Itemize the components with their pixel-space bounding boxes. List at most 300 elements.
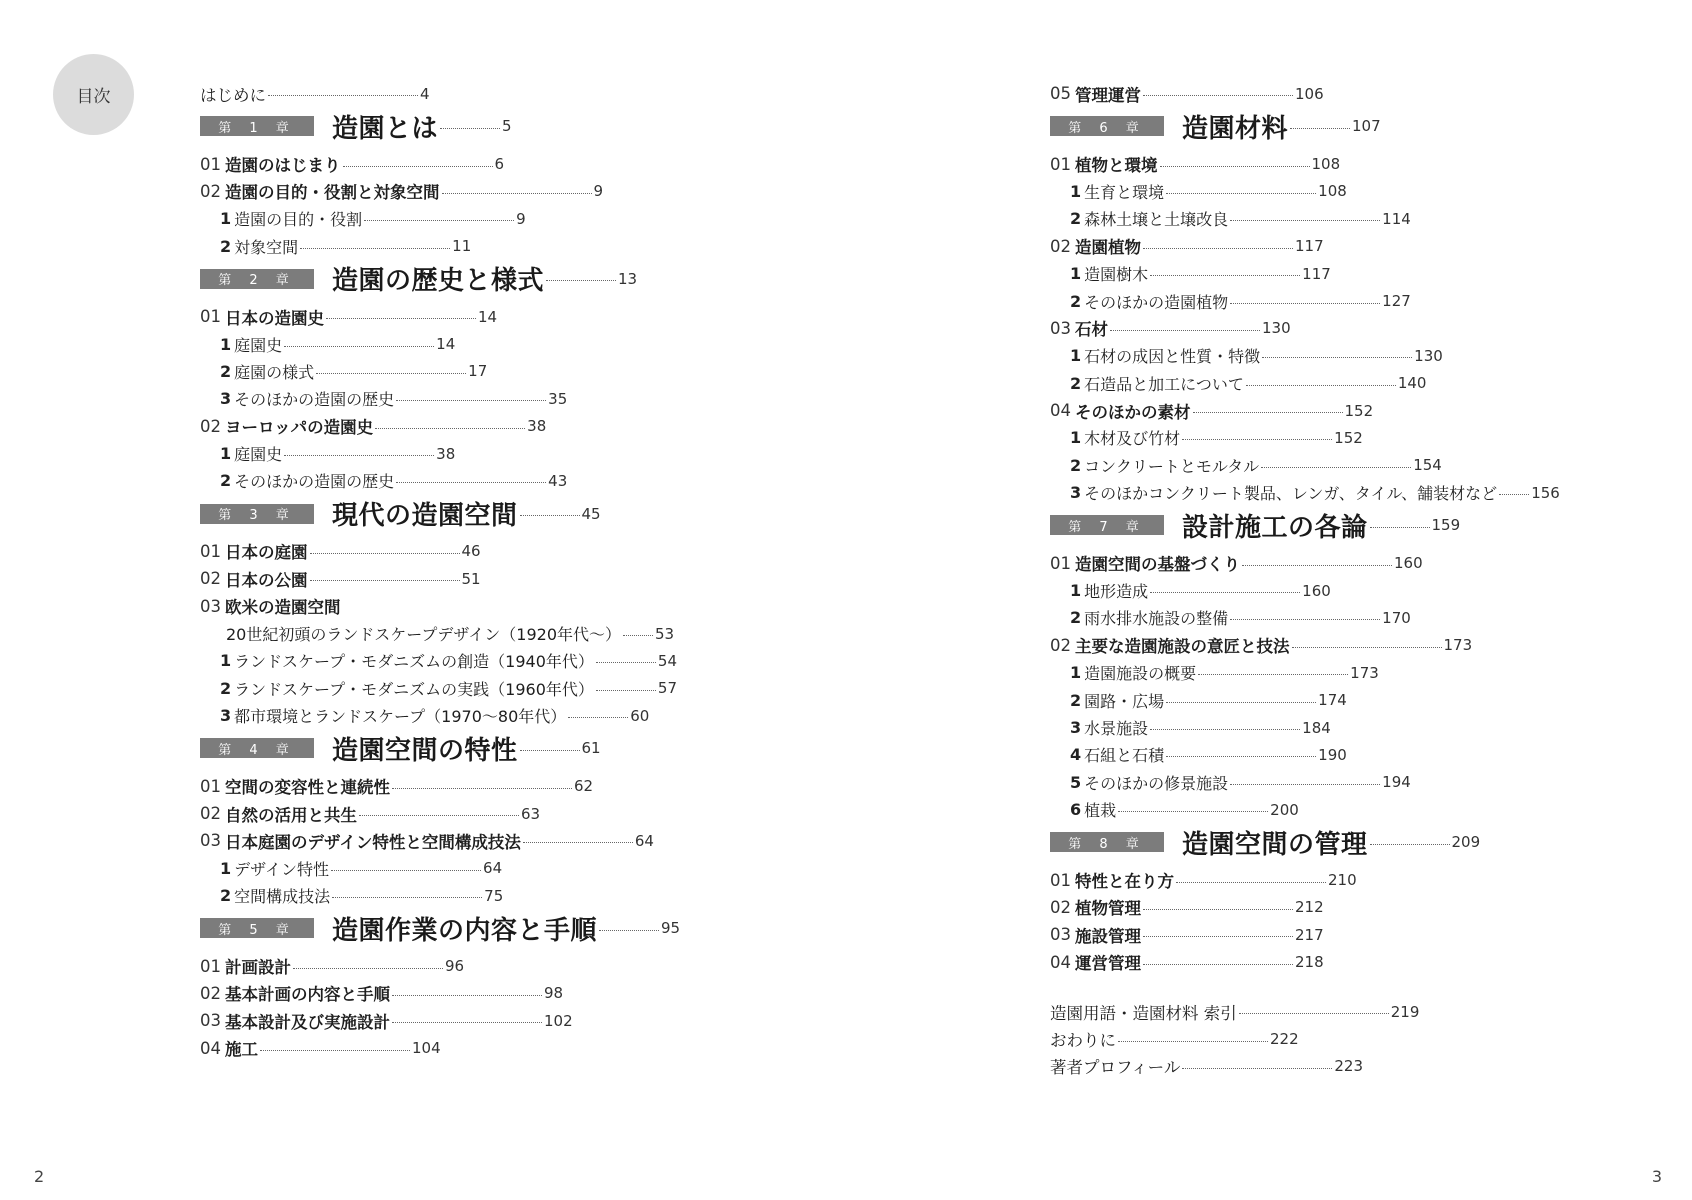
- chapter-heading[interactable]: [200, 909, 680, 947]
- toc-section[interactable]: [200, 980, 680, 1007]
- page-ref: 14: [436, 335, 456, 354]
- entry-title: そのほかの造園の歴史: [234, 472, 395, 492]
- entry-number: 1: [220, 858, 232, 878]
- entry-number: 02: [200, 181, 221, 201]
- dot-leader: [332, 897, 482, 898]
- entry-number: 2: [220, 236, 232, 256]
- dot-leader: [343, 166, 493, 167]
- toc-section[interactable]: [1050, 949, 1560, 976]
- entry-number: 2: [1070, 455, 1082, 475]
- toc-section[interactable]: [1050, 233, 1560, 260]
- toc-subsection[interactable]: [1050, 577, 1560, 604]
- entry-title: 造園施設の概要: [1084, 664, 1197, 684]
- entry-title: 庭園史: [234, 335, 283, 355]
- toc-section[interactable]: [200, 303, 680, 330]
- dot-leader: [316, 373, 466, 374]
- toc-subsection[interactable]: [200, 440, 680, 467]
- page-ref: 6: [494, 155, 505, 174]
- toc-section[interactable]: [200, 827, 680, 854]
- page-ref: 106: [1295, 84, 1324, 103]
- page-ref: 9: [593, 182, 604, 201]
- toc-entry[interactable]: [1050, 1053, 1560, 1080]
- dot-leader: [1370, 527, 1430, 528]
- entry-title: 造園樹木: [1084, 265, 1149, 285]
- dot-leader: [1499, 494, 1529, 495]
- entry-title: 造園材料: [1182, 113, 1289, 144]
- entry-title: 植物管理: [1075, 899, 1141, 919]
- entry-number: 1: [220, 209, 232, 229]
- page-ref: 117: [1302, 264, 1331, 283]
- entry-title: コンクリートとモルタル: [1084, 456, 1260, 476]
- dot-leader: [1262, 357, 1412, 358]
- entry-title: そのほかの素材: [1075, 402, 1191, 422]
- page-number-right: 3: [1651, 1167, 1662, 1186]
- entry-number: 01: [200, 154, 221, 174]
- dot-leader: [293, 968, 443, 969]
- dot-leader: [1110, 330, 1260, 331]
- chapter-heading[interactable]: [1050, 107, 1560, 145]
- chapter-label: 第 5 章: [200, 918, 314, 938]
- entry-number: 04: [1050, 401, 1071, 421]
- dot-leader: [520, 515, 580, 516]
- entry-number: 1: [1070, 428, 1082, 448]
- page-ref: 173: [1443, 636, 1473, 655]
- dot-leader: [1150, 275, 1300, 276]
- entry-title: 生育と環境: [1084, 182, 1165, 202]
- entry-number: 03: [200, 831, 221, 851]
- entry-number: 03: [1050, 925, 1071, 945]
- toc-section[interactable]: [200, 565, 680, 592]
- toc-subsection[interactable]: [1050, 205, 1560, 232]
- page-ref: 170: [1382, 608, 1411, 627]
- page-ref: 11: [452, 237, 472, 256]
- entry-title: 木材及び竹材: [1084, 429, 1181, 449]
- toc-section[interactable]: [1050, 150, 1560, 177]
- entry-title: 石材の成因と性質・特徴: [1084, 347, 1261, 367]
- toc-section[interactable]: [1050, 894, 1560, 921]
- entry-number: 02: [200, 416, 221, 436]
- toc-subsection[interactable]: [200, 205, 680, 232]
- entry-number: 2: [1070, 209, 1082, 229]
- dot-leader: [1143, 909, 1293, 910]
- entry-title: 設計施工の各論: [1182, 512, 1368, 543]
- dot-leader: [1143, 964, 1293, 965]
- page-number-left: 2: [34, 1167, 45, 1186]
- toc-entry[interactable]: [1050, 1025, 1560, 1052]
- page-ref: 43: [548, 471, 568, 490]
- dot-leader: [300, 248, 450, 249]
- entry-title: 管理運営: [1075, 85, 1141, 105]
- entry-title: 日本の庭園: [225, 543, 308, 563]
- entry-title: ランドスケープ・モダニズムの実践（1960年代）: [234, 679, 594, 699]
- toc-section[interactable]: [1050, 397, 1560, 424]
- entry-number: 01: [200, 776, 221, 796]
- entry-title: 石組と石積: [1084, 746, 1165, 766]
- toc-subsection[interactable]: [200, 233, 680, 260]
- dot-leader: [1143, 95, 1293, 96]
- entry-number: 03: [200, 1011, 221, 1031]
- entry-number: 02: [1050, 635, 1071, 655]
- entry-title: 日本の公園: [225, 570, 308, 590]
- dot-leader: [331, 870, 481, 871]
- dot-leader: [1182, 1068, 1332, 1069]
- entry-number: 2: [220, 471, 232, 491]
- page-ref: 53: [655, 624, 675, 643]
- toc-subsection[interactable]: [200, 647, 680, 674]
- dot-leader: [392, 788, 572, 789]
- toc-subsection[interactable]: [1050, 741, 1560, 768]
- chapter-label: 第 1 章: [200, 116, 314, 136]
- dot-leader: [523, 842, 633, 843]
- page-ref: 218: [1295, 953, 1324, 972]
- dot-leader: [596, 690, 656, 691]
- entry-number: 2: [220, 886, 232, 906]
- entry-title: そのほかの修景施設: [1084, 773, 1229, 793]
- toc-section[interactable]: [1050, 315, 1560, 342]
- toc-subsection[interactable]: [1050, 714, 1560, 741]
- toc-section[interactable]: [200, 952, 680, 979]
- entry-title: 運営管理: [1075, 954, 1141, 974]
- dot-leader: [310, 553, 460, 554]
- toc-subsection[interactable]: [200, 385, 680, 412]
- entry-title: おわりに: [1050, 1031, 1116, 1051]
- entry-number: 5: [1070, 772, 1082, 792]
- toc-column-right: [1050, 80, 1560, 1080]
- page-ref: 14: [478, 307, 498, 326]
- entry-title: 水景施設: [1084, 719, 1149, 738]
- toc-subsection[interactable]: [1050, 659, 1560, 686]
- dot-leader: [1166, 193, 1316, 194]
- page-ref: 35: [548, 389, 568, 408]
- entry-title: 造園空間の管理: [1182, 829, 1368, 860]
- dot-leader: [1230, 303, 1380, 304]
- toc-subsection[interactable]: [1050, 342, 1560, 369]
- dot-leader: [1166, 702, 1316, 703]
- dot-leader: [396, 482, 546, 483]
- entry-title: 造園の目的・役割: [234, 210, 363, 230]
- page-ref: 130: [1262, 319, 1291, 338]
- entry-title: 空間の変容性と連続性: [225, 778, 390, 798]
- dot-leader: [1118, 811, 1268, 812]
- chapter-heading[interactable]: [1050, 506, 1560, 544]
- dot-leader: [1230, 784, 1380, 785]
- page-ref: 190: [1318, 745, 1347, 764]
- entry-title: 造園の目的・役割と対象空間: [225, 183, 440, 203]
- entry-number: 02: [1050, 236, 1071, 256]
- page-ref: 61: [581, 739, 601, 758]
- toc-subsection[interactable]: [1050, 769, 1560, 796]
- entry-number: 3: [220, 706, 232, 726]
- entry-number: 01: [200, 541, 221, 561]
- dot-leader: [1143, 248, 1293, 249]
- entry-title: 造園植物: [1075, 238, 1141, 258]
- entry-title: 造園用語・造園材料 索引: [1050, 1003, 1237, 1023]
- page-ref: 13: [618, 269, 638, 288]
- page-ref: 98: [544, 984, 564, 1003]
- toc-subsection[interactable]: [200, 675, 680, 702]
- page-ref: 209: [1451, 833, 1481, 852]
- dot-leader: [1230, 220, 1380, 221]
- toc-section[interactable]: [200, 800, 680, 827]
- dot-leader: [268, 95, 418, 96]
- dot-leader: [623, 635, 653, 636]
- page-ref: 51: [461, 569, 481, 588]
- page-ref: 64: [483, 859, 503, 878]
- dot-leader: [392, 1022, 542, 1023]
- toc-subsection[interactable]: [1050, 260, 1560, 287]
- toc-subsection[interactable]: [200, 358, 680, 385]
- entry-title: そのほかコンクリート製品、レンガ、タイル、舗装材など: [1084, 484, 1498, 504]
- dot-leader: [260, 1050, 410, 1051]
- chapter-heading[interactable]: [200, 729, 680, 767]
- page-ref: 63: [521, 804, 541, 823]
- entry-title: 石材: [1075, 320, 1108, 340]
- dot-leader: [1193, 412, 1343, 413]
- dot-leader: [1230, 619, 1380, 620]
- page-ref: 38: [527, 417, 547, 436]
- page-ref: 160: [1394, 554, 1423, 573]
- entry-title: ヨーロッパの造園史: [225, 418, 374, 438]
- entry-title: はじめに: [200, 85, 266, 105]
- page-ref: 45: [581, 504, 601, 523]
- page-ref: 174: [1318, 691, 1347, 710]
- page-ref: 4: [420, 84, 430, 103]
- entry-title: 自然の活用と共生: [225, 805, 357, 825]
- entry-number: 01: [200, 956, 221, 976]
- entry-number: 1: [1070, 663, 1082, 683]
- toc-section[interactable]: [200, 150, 680, 177]
- entry-number: 03: [200, 596, 221, 616]
- page-ref: 219: [1390, 1002, 1420, 1021]
- toc-badge: 目次: [53, 54, 134, 135]
- dot-leader: [1118, 1041, 1268, 1042]
- dot-leader: [284, 346, 434, 347]
- page-ref: 222: [1270, 1030, 1299, 1049]
- entry-number: 01: [1050, 553, 1071, 573]
- dot-leader: [392, 995, 542, 996]
- entry-title: 20世紀初頭のランドスケープデザイン（1920年代～）: [226, 625, 621, 645]
- entry-number: 3: [1070, 483, 1082, 503]
- chapter-label: 第 8 章: [1050, 832, 1164, 852]
- page-ref: 54: [657, 651, 677, 670]
- dot-leader: [359, 815, 519, 816]
- toc-subsection[interactable]: [1050, 796, 1560, 823]
- entry-number: 1: [220, 334, 232, 354]
- toc-section[interactable]: [1050, 921, 1560, 948]
- dot-leader: [326, 318, 476, 319]
- entry-title: 造園作業の内容と手順: [332, 915, 598, 946]
- entry-title: ランドスケープ・モダニズムの創造（1940年代）: [234, 652, 594, 672]
- entry-title: 地形造成: [1084, 582, 1149, 602]
- page-ref: 95: [661, 919, 681, 938]
- page-ref: 217: [1295, 925, 1324, 944]
- entry-title: 基本設計及び実施設計: [225, 1012, 390, 1032]
- page-ref: 117: [1295, 237, 1324, 256]
- dot-leader: [1261, 467, 1411, 468]
- entry-number: 04: [200, 1038, 221, 1058]
- toc-section[interactable]: [200, 538, 680, 565]
- entry-number: 02: [200, 804, 221, 823]
- page-ref: 223: [1334, 1057, 1363, 1076]
- page-ref: 212: [1295, 898, 1324, 917]
- toc-subsection[interactable]: [200, 855, 680, 882]
- entry-number: 3: [220, 389, 232, 409]
- toc-section[interactable]: [200, 592, 680, 619]
- toc-section[interactable]: [200, 1007, 680, 1034]
- entry-number: 02: [200, 983, 221, 1003]
- entry-title: そのほかの造園植物: [1084, 292, 1229, 312]
- entry-number: 3: [1070, 718, 1082, 737]
- entry-title: 基本計画の内容と手順: [225, 985, 390, 1005]
- page-ref: 38: [436, 444, 456, 463]
- page-ref: 130: [1414, 346, 1443, 365]
- entry-number: 2: [1070, 608, 1082, 628]
- entry-number: 2: [220, 361, 232, 381]
- entry-title: 著者プロフィール: [1050, 1058, 1181, 1078]
- dot-leader: [375, 428, 525, 429]
- page-ref: 173: [1350, 663, 1379, 682]
- entry-number: 1: [1070, 181, 1082, 201]
- page-ref: 96: [445, 957, 465, 976]
- page-ref: 194: [1382, 773, 1411, 792]
- page-ref: 107: [1352, 117, 1381, 136]
- page-ref: 46: [461, 542, 481, 561]
- entry-number: 1: [1070, 264, 1082, 284]
- entry-number: 2: [1070, 373, 1082, 393]
- toc-subsection[interactable]: [200, 620, 680, 647]
- toc-column-left: [200, 80, 680, 1062]
- entry-title: 造園のはじまり: [225, 156, 341, 176]
- entry-title: 日本庭園のデザイン特性と空間構成技法: [225, 832, 521, 852]
- toc-subsection[interactable]: [1050, 178, 1560, 205]
- entry-title: 現代の造園空間: [332, 501, 518, 532]
- toc-subsection[interactable]: [1050, 424, 1560, 451]
- entry-number: 1: [1070, 346, 1082, 366]
- chapter-heading[interactable]: [200, 260, 680, 298]
- entry-title: 施工: [225, 1040, 258, 1060]
- dot-leader: [310, 580, 460, 581]
- toc-subsection[interactable]: [200, 702, 680, 729]
- toc-section[interactable]: [200, 1035, 680, 1062]
- toc-section[interactable]: [1050, 632, 1560, 659]
- chapter-heading[interactable]: [200, 495, 680, 533]
- page-ref: 57: [657, 679, 677, 698]
- entry-title: 空間構成技法: [234, 887, 331, 907]
- dot-leader: [1182, 439, 1332, 440]
- entry-title: 石造品と加工について: [1084, 374, 1244, 394]
- page-ref: 62: [574, 777, 594, 796]
- dot-leader: [1242, 565, 1392, 566]
- toc-section[interactable]: [1050, 80, 1560, 107]
- entry-number: 01: [1050, 154, 1071, 174]
- dot-leader: [1239, 1013, 1389, 1014]
- page-ref: 210: [1328, 871, 1357, 890]
- dot-leader: [440, 128, 500, 129]
- chapter-heading[interactable]: [200, 107, 680, 145]
- entry-title: 施設管理: [1075, 926, 1141, 946]
- entry-number: 03: [1050, 318, 1071, 338]
- toc-section[interactable]: [1050, 549, 1560, 576]
- dot-leader: [1150, 592, 1300, 593]
- toc-subsection[interactable]: [1050, 686, 1560, 713]
- entry-number: 4: [1070, 745, 1082, 765]
- chapter-label: 第 6 章: [1050, 116, 1164, 136]
- entry-title: 雨水排水施設の整備: [1084, 609, 1229, 629]
- entry-title: 特性と在り方: [1075, 872, 1174, 892]
- entry-title: 主要な造園施設の意匠と技法: [1075, 637, 1290, 657]
- chapter-label: 第 4 章: [200, 738, 314, 758]
- entry-number: 2: [220, 678, 232, 698]
- toc-subsection[interactable]: [1050, 370, 1560, 397]
- toc-subsection[interactable]: [1050, 287, 1560, 314]
- entry-title: 対象空間: [234, 237, 299, 257]
- entry-title: 庭園史: [234, 445, 283, 465]
- page-ref: 154: [1413, 456, 1442, 475]
- page-ref: 160: [1302, 581, 1331, 600]
- dot-leader: [596, 662, 656, 663]
- toc-section[interactable]: [200, 178, 680, 205]
- toc-section[interactable]: [1050, 866, 1560, 893]
- page-ref: 17: [468, 362, 488, 381]
- entry-number: 02: [1050, 897, 1071, 917]
- toc-entry[interactable]: [200, 80, 680, 107]
- page-ref: 114: [1382, 209, 1411, 228]
- page-ref: 75: [484, 886, 504, 905]
- toc-subsection[interactable]: [1050, 452, 1560, 479]
- entry-number: 01: [1050, 870, 1071, 890]
- entry-title: デザイン特性: [234, 859, 330, 879]
- entry-number: 6: [1070, 800, 1082, 820]
- chapter-label: 第 7 章: [1050, 515, 1164, 535]
- entry-number: 2: [1070, 291, 1082, 311]
- toc-subsection[interactable]: [1050, 604, 1560, 631]
- page-ref: 159: [1431, 516, 1461, 535]
- page-ref: 9: [516, 209, 526, 228]
- page-ref: 5: [502, 117, 512, 136]
- dot-leader: [364, 220, 514, 221]
- entry-title: そのほかの造園の歴史: [234, 390, 395, 410]
- page-ref: 140: [1397, 374, 1427, 393]
- page-ref: 127: [1382, 292, 1411, 311]
- dot-leader: [284, 455, 434, 456]
- page-ref: 156: [1531, 483, 1560, 502]
- entry-title: 植栽: [1084, 801, 1117, 821]
- page-ref: 152: [1344, 401, 1374, 420]
- entry-number: 1: [1070, 581, 1082, 601]
- entry-title: 都市環境とランドスケープ（1970～80年代）: [234, 707, 567, 727]
- toc-subsection[interactable]: [200, 330, 680, 357]
- entry-number: 1: [220, 651, 232, 671]
- dot-leader: [568, 717, 628, 718]
- toc-section[interactable]: [200, 413, 680, 440]
- entry-title: 日本の造園史: [225, 308, 324, 328]
- page-ref: 102: [544, 1011, 573, 1030]
- entry-title: 庭園の様式: [234, 362, 315, 382]
- toc-subsection[interactable]: [200, 882, 680, 909]
- dot-leader: [1370, 844, 1450, 845]
- toc-entry[interactable]: [1050, 998, 1560, 1025]
- entry-number: 04: [1050, 952, 1071, 972]
- toc-subsection[interactable]: [200, 467, 680, 494]
- chapter-heading[interactable]: [1050, 823, 1560, 861]
- toc-subsection[interactable]: [1050, 479, 1560, 506]
- dot-leader: [442, 193, 592, 194]
- entry-title: 計画設計: [225, 958, 291, 978]
- dot-leader: [1290, 128, 1350, 129]
- page-ref: 108: [1318, 182, 1347, 201]
- toc-section[interactable]: [200, 772, 680, 799]
- dot-leader: [520, 750, 580, 751]
